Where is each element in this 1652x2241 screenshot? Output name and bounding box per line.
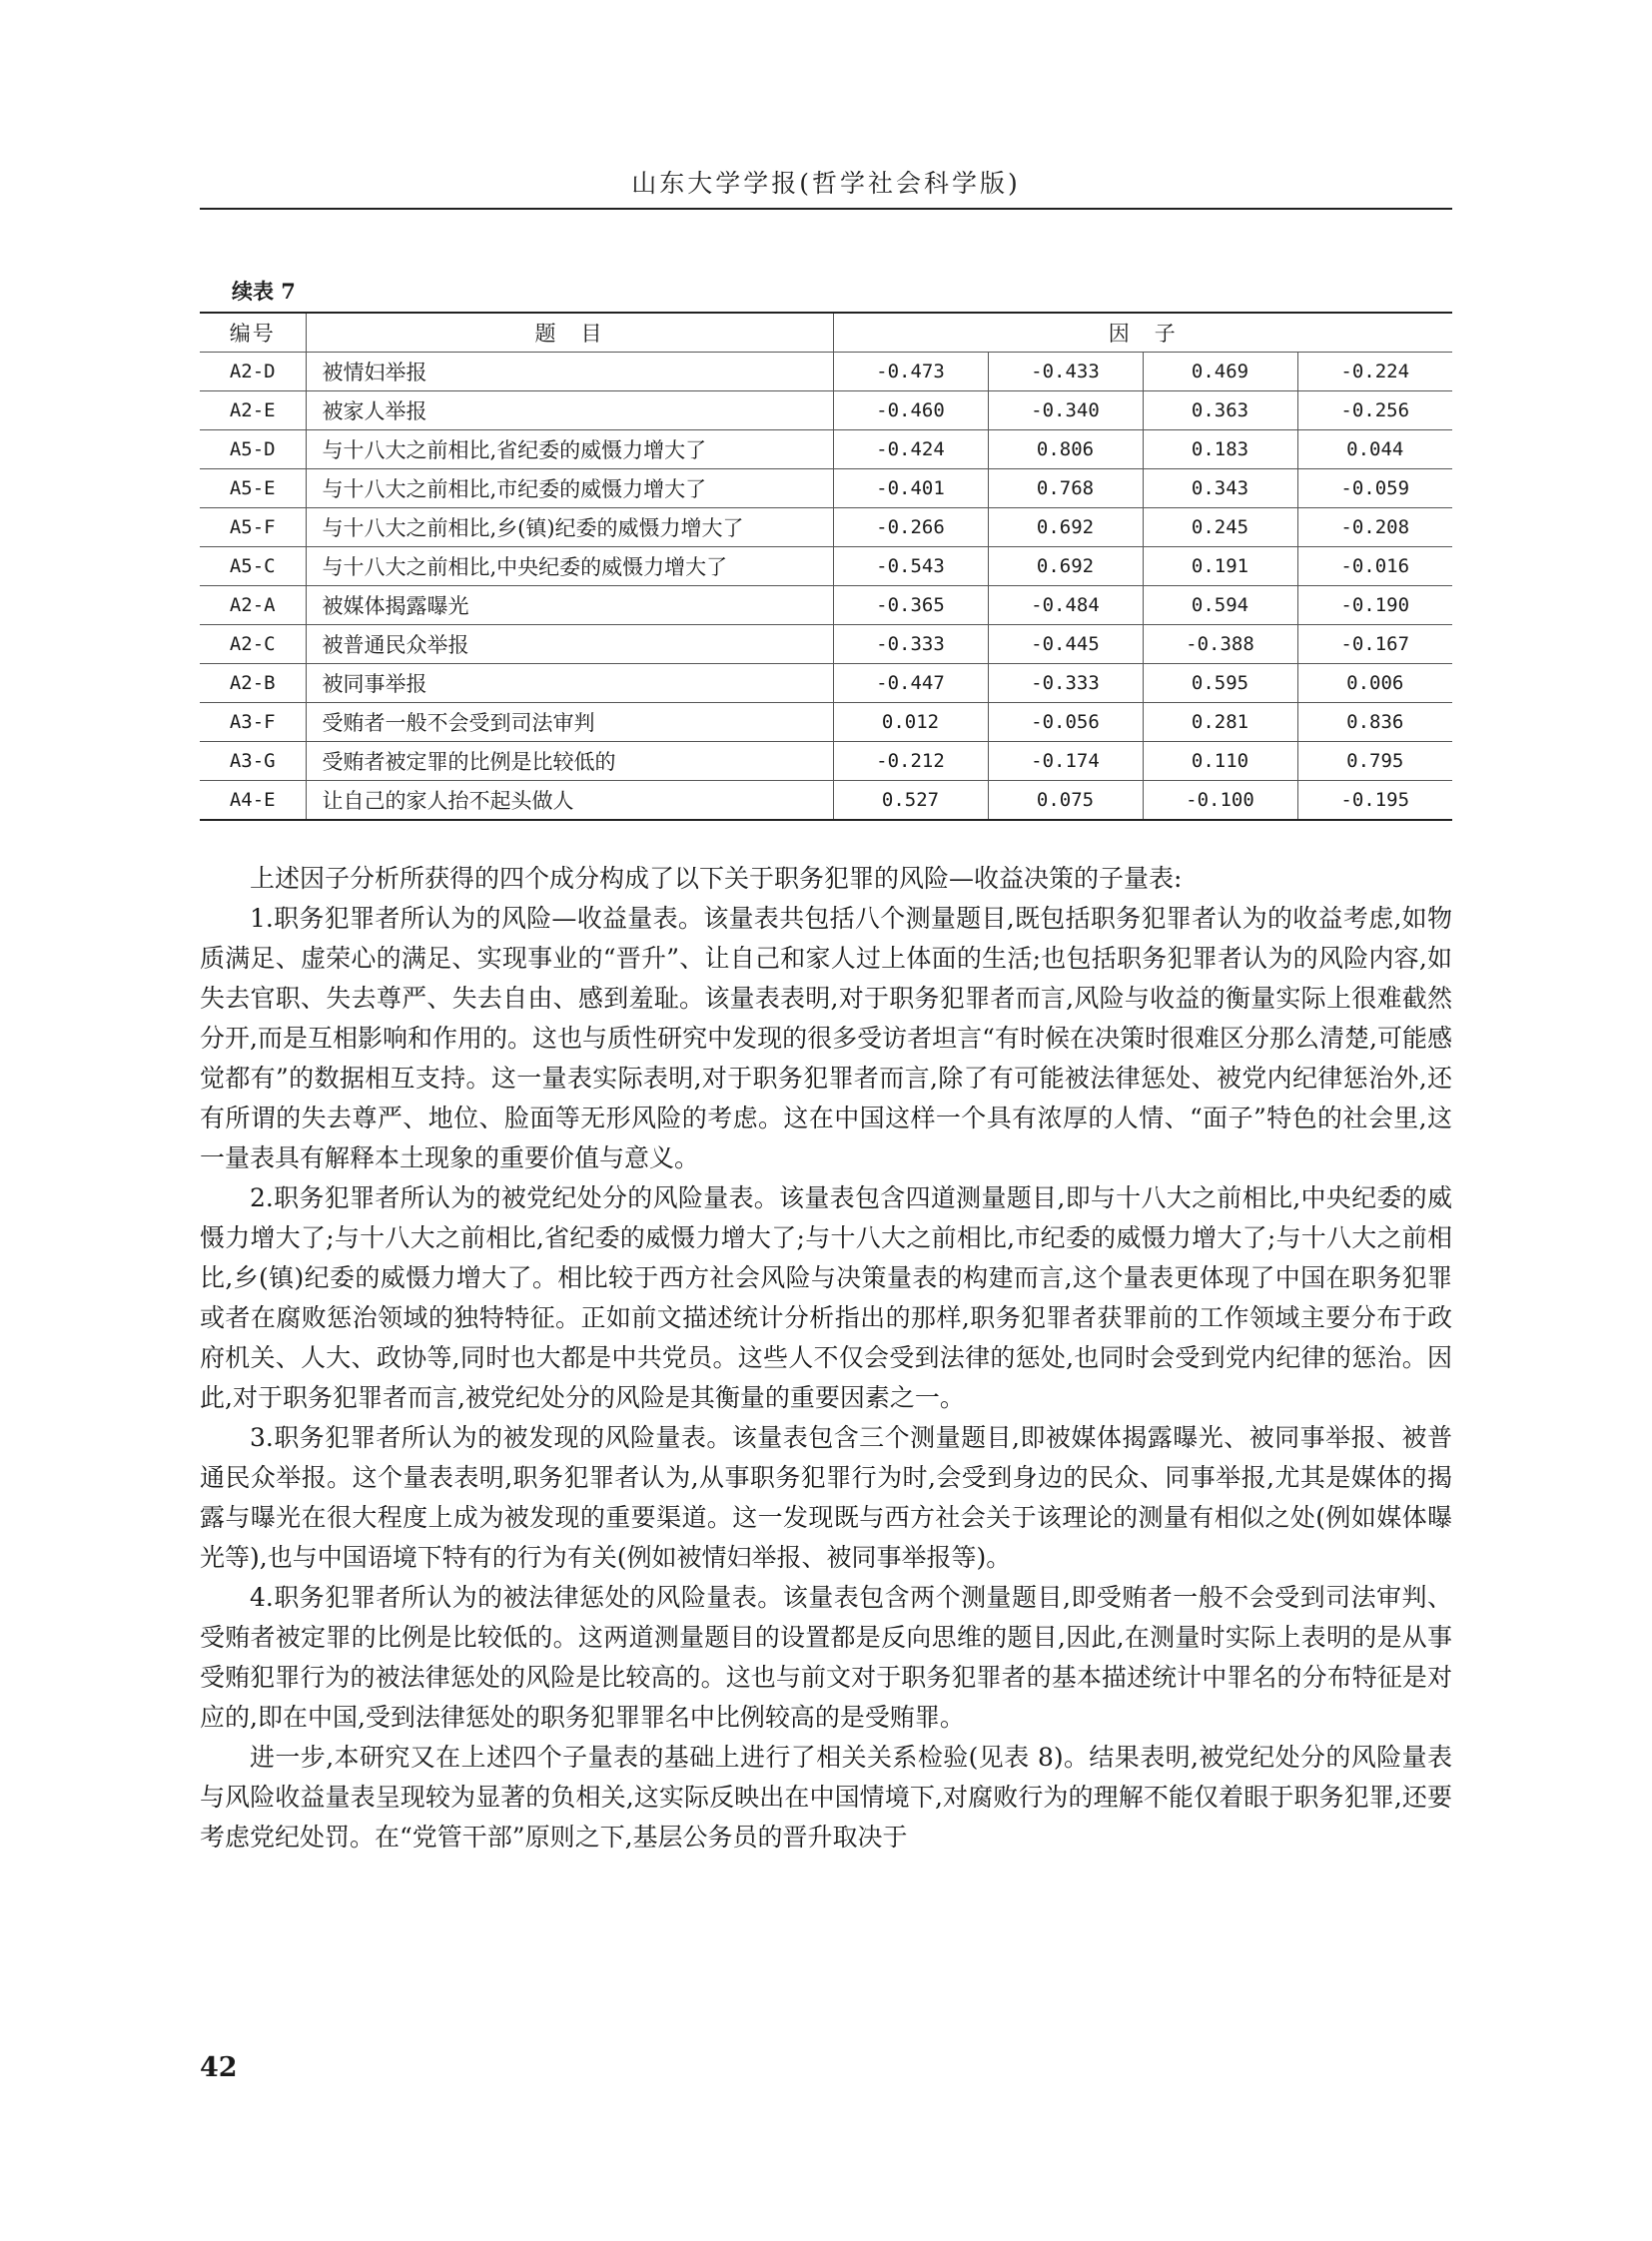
cell-factor-3: 0.363 bbox=[1143, 391, 1297, 430]
table-row bbox=[200, 430, 1452, 469]
table-row bbox=[200, 742, 1452, 781]
cell-factor-4: -0.059 bbox=[1297, 469, 1452, 508]
table-row bbox=[200, 664, 1452, 703]
cell-factor-3: 0.469 bbox=[1143, 353, 1297, 391]
cell-factor-1: -0.447 bbox=[833, 664, 988, 703]
cell-factor-2: -0.484 bbox=[988, 586, 1143, 625]
cell-factor-1: -0.473 bbox=[833, 353, 988, 391]
paragraph-1: 上述因子分析所获得的四个成分构成了以下关于职务犯罪的风险—收益决策的子量表: bbox=[250, 864, 1183, 893]
cell-factor-3: 0.183 bbox=[1143, 430, 1297, 469]
cell-factor-4: 0.044 bbox=[1297, 430, 1452, 469]
cell-item: 让自己的家人抬不起头做人 bbox=[306, 781, 833, 821]
cell-factor-3: 0.191 bbox=[1143, 547, 1297, 586]
cell-factor-1: -0.365 bbox=[833, 586, 988, 625]
cell-factor-2: -0.056 bbox=[988, 703, 1143, 742]
paragraph-4: 3.职务犯罪者所认为的被发现的风险量表。该量表包含三个测量题目,即被媒体揭露曝光、被同事举报、被普通民众举报。这个量表表明,职务犯罪者认为,从事职务犯罪行为时,会受到身边的民众、同事举报,尤其是媒体的揭露与曝光在很大程度上成为被发现的重要渠道。这一发现既与西方社会关于该理论的测量有相似之处(例如媒体曝光等),也与中国语境下特有的行为有关(例如被情妇举报、被同事举报等)。 bbox=[200, 1423, 1452, 1572]
cell-factor-1: -0.460 bbox=[833, 391, 988, 430]
paragraph-2: 1.职务犯罪者所认为的风险—收益量表。该量表共包括八个测量题目,既包括职务犯罪者认为的收益考虑,如物质满足、虚荣心的满足、实现事业的“晋升”、让自己和家人过上体面的生活;也包括职务犯罪者认为的风险内容,如失去官职、失去尊严、失去自由、感到羞耻。该量表表明,对于职务犯罪者而言,风险与收益的衡量实际上很难截然分开,而是互相影响和作用的。这也与质性研究中发现的很多受访者坦言“有时候在决策时很难区分那么清楚,可能感觉都有”的数据相互支持。这一量表实际表明,对于职务犯罪者而言,除了有可能被法律惩处、被党内纪律惩治外,还有所谓的失去尊严、地位、脸面等无形风险的考虑。这在中国这样一个具有浓厚的人情、“面子”特色的社会里,这一量表具有解释本土现象的重要价值与意义。 bbox=[200, 904, 1452, 1172]
cell-code: A2-B bbox=[200, 664, 306, 703]
table-row bbox=[200, 547, 1452, 586]
header-topic: 题 目 bbox=[306, 313, 833, 353]
cell-item: 与十八大之前相比,乡(镇)纪委的威慑力增大了 bbox=[306, 508, 833, 547]
cell-factor-4: -0.256 bbox=[1297, 391, 1452, 430]
cell-item: 被情妇举报 bbox=[306, 353, 833, 391]
cell-factor-3: 0.343 bbox=[1143, 469, 1297, 508]
cell-factor-2: 0.692 bbox=[988, 508, 1143, 547]
table-body bbox=[200, 353, 1452, 821]
cell-item: 被家人举报 bbox=[306, 391, 833, 430]
cell-factor-4: -0.190 bbox=[1297, 586, 1452, 625]
cell-factor-4: -0.167 bbox=[1297, 625, 1452, 664]
cell-factor-1: -0.212 bbox=[833, 742, 988, 781]
cell-factor-4: -0.016 bbox=[1297, 547, 1452, 586]
table-header-row bbox=[200, 313, 1452, 353]
cell-code: A5-F bbox=[200, 508, 306, 547]
cell-factor-2: -0.340 bbox=[988, 391, 1143, 430]
cell-code: A5-D bbox=[200, 430, 306, 469]
cell-factor-1: 0.012 bbox=[833, 703, 988, 742]
cell-factor-2: 0.806 bbox=[988, 430, 1143, 469]
body-text bbox=[200, 859, 1452, 1858]
cell-factor-3: 0.281 bbox=[1143, 703, 1297, 742]
table-caption: 续表 7 bbox=[232, 279, 296, 304]
header-factor: 因 子 bbox=[833, 313, 1452, 353]
table-row bbox=[200, 781, 1452, 821]
cell-code: A2-D bbox=[200, 353, 306, 391]
cell-factor-3: 0.595 bbox=[1143, 664, 1297, 703]
cell-factor-4: 0.006 bbox=[1297, 664, 1452, 703]
cell-item: 与十八大之前相比,市纪委的威慑力增大了 bbox=[306, 469, 833, 508]
cell-factor-4: 0.836 bbox=[1297, 703, 1452, 742]
cell-factor-3: 0.594 bbox=[1143, 586, 1297, 625]
cell-factor-2: -0.433 bbox=[988, 353, 1143, 391]
cell-item: 与十八大之前相比,中央纪委的威慑力增大了 bbox=[306, 547, 833, 586]
cell-factor-2: -0.445 bbox=[988, 625, 1143, 664]
cell-factor-2: 0.768 bbox=[988, 469, 1143, 508]
table-row bbox=[200, 508, 1452, 547]
cell-factor-1: 0.527 bbox=[833, 781, 988, 821]
cell-factor-1: -0.333 bbox=[833, 625, 988, 664]
cell-code: A5-C bbox=[200, 547, 306, 586]
cell-factor-1: -0.424 bbox=[833, 430, 988, 469]
cell-code: A2-E bbox=[200, 391, 306, 430]
cell-factor-1: -0.266 bbox=[833, 508, 988, 547]
cell-code: A3-G bbox=[200, 742, 306, 781]
header-code: 编号 bbox=[200, 313, 306, 353]
cell-item: 被媒体揭露曝光 bbox=[306, 586, 833, 625]
cell-factor-3: -0.388 bbox=[1143, 625, 1297, 664]
paragraph-6: 进一步,本研究又在上述四个子量表的基础上进行了相关关系检验(见表 8)。结果表明,被党纪处分的风险量表与风险收益量表呈现较为显著的负相关,这实际反映出在中国情境下,对腐败行为的理解不能仅着眼于职务犯罪,还要考虑党纪处罚。在“党管干部”原则之下,基层公务员的晋升取决于 bbox=[200, 1743, 1452, 1852]
cell-factor-2: -0.174 bbox=[988, 742, 1143, 781]
cell-code: A2-C bbox=[200, 625, 306, 664]
paragraph-3: 2.职务犯罪者所认为的被党纪处分的风险量表。该量表包含四道测量题目,即与十八大之前相比,中央纪委的威慑力增大了;与十八大之前相比,省纪委的威慑力增大了;与十八大之前相比,市纪委的威慑力增大了;与十八大之前相比,乡(镇)纪委的威慑力增大了。相比较于西方社会风险与决策量表的构建而言,这个量表更体现了中国在职务犯罪或者在腐败惩治领域的独特特征。正如前文描述统计分析指出的那样,职务犯罪者获罪前的工作领域主要分布于政府机关、人大、政协等,同时也大都是中共党员。这些人不仅会受到法律的惩处,也同时会受到党内纪律的惩治。因此,对于职务犯罪者而言,被党纪处分的风险是其衡量的重要因素之一。 bbox=[200, 1183, 1452, 1412]
factor-loading-table bbox=[200, 312, 1452, 821]
cell-factor-3: 0.110 bbox=[1143, 742, 1297, 781]
table-row bbox=[200, 586, 1452, 625]
cell-factor-1: -0.401 bbox=[833, 469, 988, 508]
cell-item: 被同事举报 bbox=[306, 664, 833, 703]
cell-factor-2: 0.692 bbox=[988, 547, 1143, 586]
cell-code: A3-F bbox=[200, 703, 306, 742]
cell-factor-4: -0.224 bbox=[1297, 353, 1452, 391]
cell-item: 与十八大之前相比,省纪委的威慑力增大了 bbox=[306, 430, 833, 469]
cell-factor-2: 0.075 bbox=[988, 781, 1143, 821]
cell-code: A2-A bbox=[200, 586, 306, 625]
paragraph-5: 4.职务犯罪者所认为的被法律惩处的风险量表。该量表包含两个测量题目,即受贿者一般不会受到司法审判、受贿者被定罪的比例是比较低的。这两道测量题目的设置都是反向思维的题目,因此,在测量时实际上表明的是从事受贿犯罪行为的被法律惩处的风险是比较高的。这也与前文对于职务犯罪者的基本描述统计中罪名的分布特征是对应的,即在中国,受到法律惩处的职务犯罪罪名中比例较高的是受贿罪。 bbox=[200, 1583, 1452, 1732]
cell-code: A5-E bbox=[200, 469, 306, 508]
cell-factor-3: -0.100 bbox=[1143, 781, 1297, 821]
page-number: 42 bbox=[200, 2052, 238, 2083]
cell-code: A4-E bbox=[200, 781, 306, 821]
running-header: 山东大学学报(哲学社会科学版) bbox=[631, 169, 1021, 198]
cell-factor-4: 0.795 bbox=[1297, 742, 1452, 781]
table-row bbox=[200, 469, 1452, 508]
cell-factor-2: -0.333 bbox=[988, 664, 1143, 703]
cell-factor-4: -0.208 bbox=[1297, 508, 1452, 547]
table-row bbox=[200, 353, 1452, 391]
cell-item: 受贿者一般不会受到司法审判 bbox=[306, 703, 833, 742]
cell-item: 受贿者被定罪的比例是比较低的 bbox=[306, 742, 833, 781]
table-row bbox=[200, 391, 1452, 430]
cell-factor-4: -0.195 bbox=[1297, 781, 1452, 821]
table-row bbox=[200, 625, 1452, 664]
header-rule bbox=[200, 208, 1452, 210]
table-row bbox=[200, 703, 1452, 742]
cell-factor-1: -0.543 bbox=[833, 547, 988, 586]
cell-item: 被普通民众举报 bbox=[306, 625, 833, 664]
cell-factor-3: 0.245 bbox=[1143, 508, 1297, 547]
